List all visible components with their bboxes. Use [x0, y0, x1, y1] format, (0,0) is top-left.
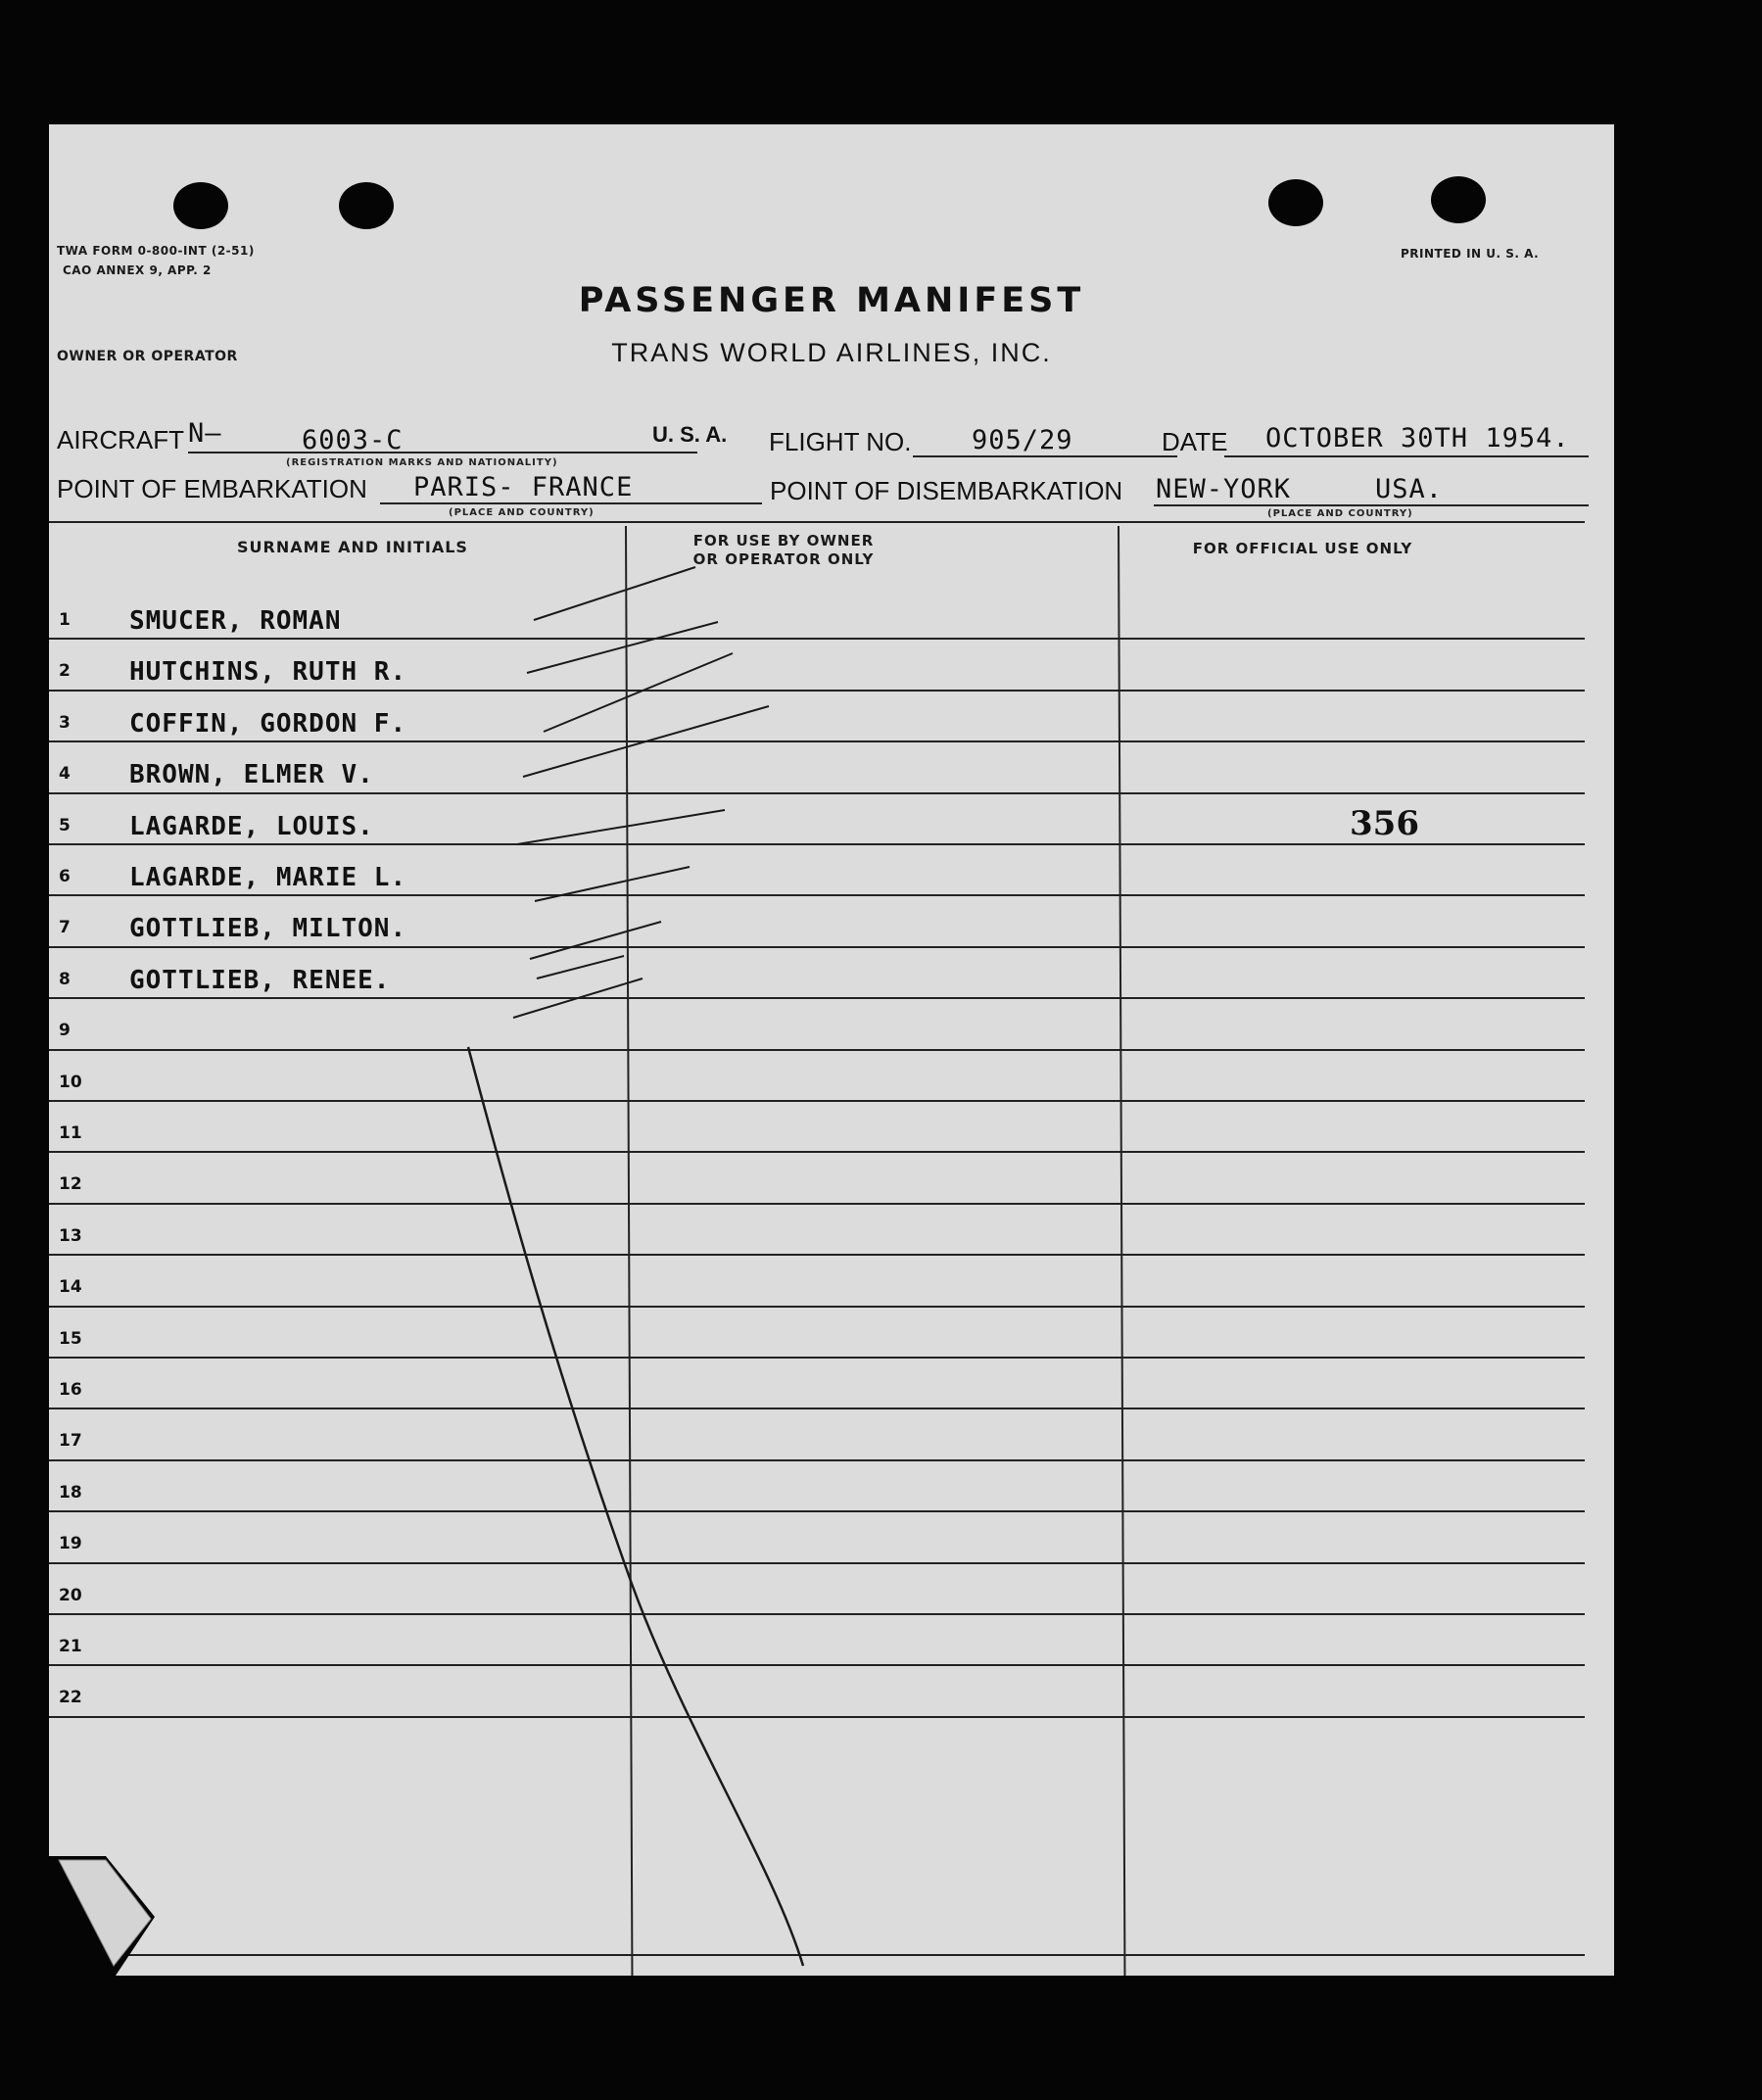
flight-no-label: FLIGHT NO.: [769, 427, 912, 456]
row-number: 17: [59, 1431, 82, 1452]
row-number: 5: [59, 815, 71, 835]
printed-in-label: PRINTED IN U. S. A.: [1401, 247, 1540, 261]
row-number: 22: [59, 1688, 82, 1708]
operator-label: OWNER OR OPERATOR: [57, 349, 238, 364]
row-number: 12: [59, 1174, 82, 1195]
passenger-name: COFFIN, GORDON F.: [129, 708, 407, 739]
row-number: 1: [59, 610, 71, 630]
aircraft-prefix: N—: [188, 418, 222, 449]
surname-column-header: SURNAME AND INITIALS: [237, 538, 468, 556]
passenger-name: GOTTLIEB, RENEE.: [129, 965, 391, 995]
row-number: 8: [59, 969, 71, 989]
embarkation-label: POINT OF EMBARKATION: [57, 474, 367, 503]
row-number: 20: [59, 1585, 82, 1605]
row-number: 13: [59, 1225, 82, 1246]
aircraft-value: 6003-C: [302, 425, 404, 455]
disembarkation-country: USA.: [1375, 474, 1444, 504]
row-number: 19: [59, 1534, 82, 1554]
passenger-name: LAGARDE, LOUIS.: [129, 811, 374, 841]
disembarkation-city: NEW-YORK: [1156, 474, 1292, 504]
passenger-name: HUTCHINS, RUTH R.: [129, 657, 407, 688]
embarkation-place-note: (PLACE AND COUNTRY): [449, 507, 595, 518]
check-marks: [513, 567, 769, 1018]
passenger-name: SMUCER, ROMAN: [129, 606, 342, 636]
passenger-name: BROWN, ELMER V.: [129, 760, 374, 790]
row-number: 2: [59, 661, 71, 682]
nationality: U. S. A.: [652, 422, 728, 447]
flight-no-value: 905/29: [972, 425, 1073, 455]
row-number: 9: [59, 1021, 71, 1041]
row-number: 14: [59, 1277, 82, 1298]
row-number: 16: [59, 1380, 82, 1400]
date-label: DATE: [1162, 427, 1228, 456]
row-number: 3: [59, 712, 71, 733]
registration-note: (REGISTRATION MARKS AND NATIONALITY): [286, 457, 558, 468]
disembarkation-label: POINT OF DISEMBARKATION: [770, 476, 1123, 505]
disembarkation-place-note: (PLACE AND COUNTRY): [1267, 508, 1413, 519]
owner-use-header-1: FOR USE BY OWNER: [692, 532, 875, 549]
page-title: PASSENGER MANIFEST: [578, 281, 1085, 320]
annex-label: CAO ANNEX 9, APP. 2: [63, 263, 212, 277]
passenger-name: GOTTLIEB, MILTON.: [129, 914, 407, 944]
pen-marks: [49, 124, 1614, 1976]
owner-use-header-2: OR OPERATOR ONLY: [692, 550, 875, 568]
row-number: 6: [59, 867, 71, 886]
aircraft-label: AIRCRAFT: [57, 425, 184, 454]
row-number: 18: [59, 1482, 82, 1503]
form-code: TWA FORM 0-800-INT (2-51): [57, 244, 255, 258]
row-number: 11: [59, 1123, 82, 1143]
official-use-header: FOR OFFICIAL USE ONLY: [1192, 540, 1413, 557]
official-note: 356: [1350, 804, 1419, 843]
embarkation-value: PARIS- FRANCE: [413, 472, 634, 502]
passenger-name: LAGARDE, MARIE L.: [129, 863, 407, 892]
strike-line: [468, 1047, 803, 1966]
row-number: 15: [59, 1328, 82, 1349]
row-number: 7: [59, 918, 71, 938]
date-value: OCTOBER 30TH 1954.: [1265, 423, 1570, 453]
row-number: 10: [59, 1072, 82, 1092]
row-number: 21: [59, 1637, 82, 1656]
row-number: 4: [59, 764, 71, 785]
manifest-page: [49, 124, 1614, 1976]
operator-name: TRANS WORLD AIRLINES, INC.: [611, 338, 1052, 367]
